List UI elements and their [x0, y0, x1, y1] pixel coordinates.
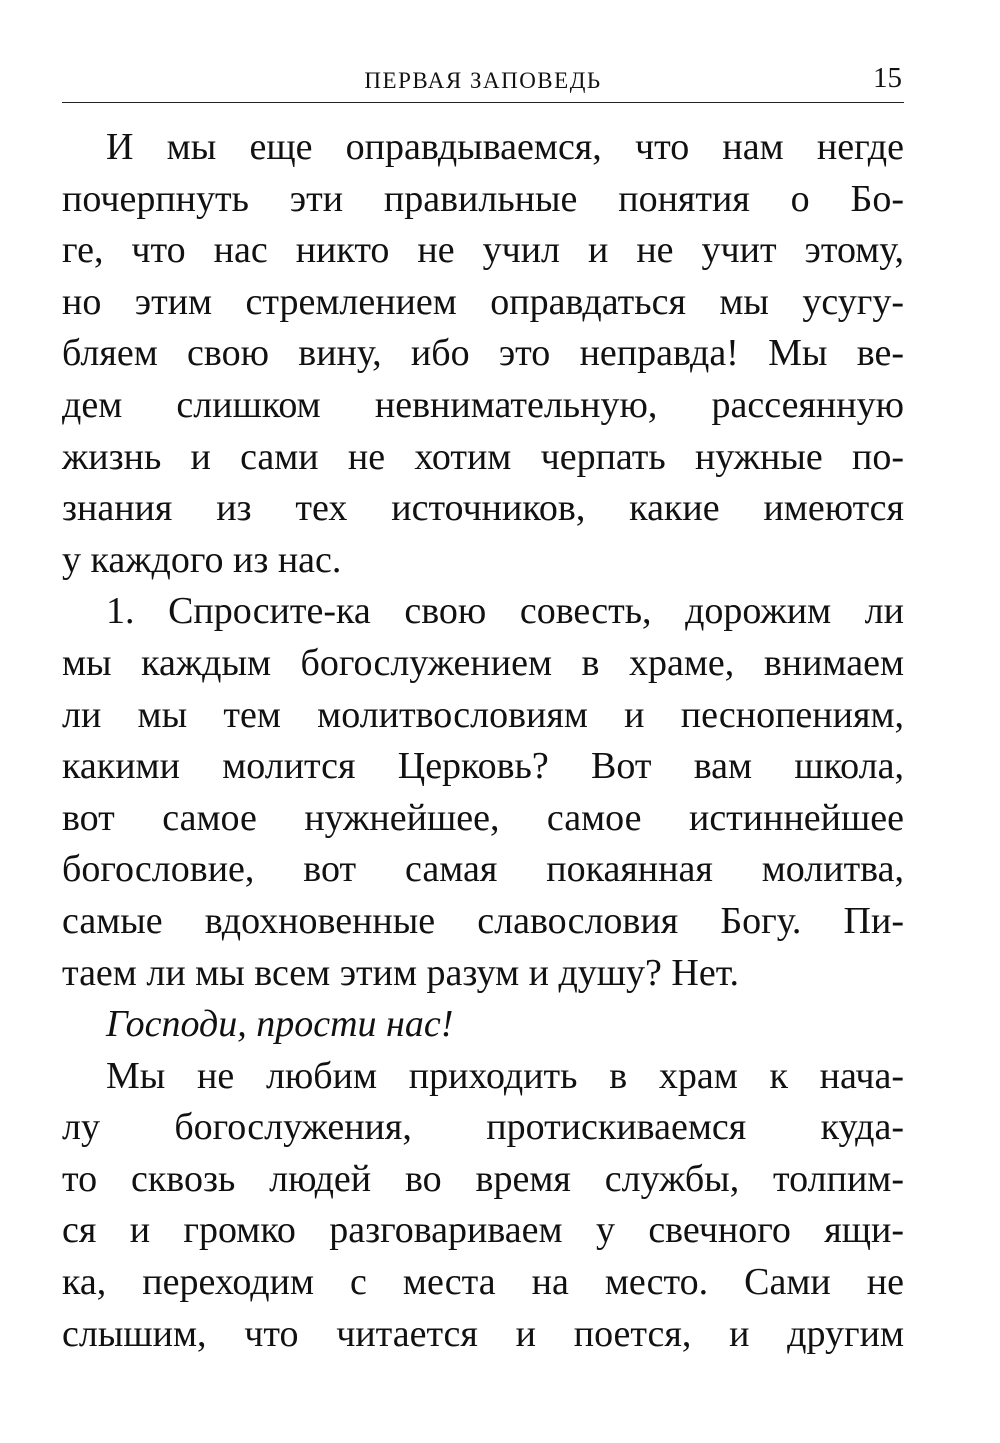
text-line: но этим стремлением оправдаться мы усугу- [62, 280, 904, 323]
chapter-title: ПЕРВАЯ ЗАПОВЕДЬ [364, 68, 602, 93]
text-line: лу богослужения, протискиваемся куда- [62, 1106, 904, 1149]
text-line: знания из тех источников, какие имеются [62, 487, 904, 530]
body-text [62, 122, 904, 1360]
text-line: у каждого из нас. [62, 538, 342, 581]
text-line: Мы не любим приходить в храм к нача- [106, 1054, 904, 1097]
text-line: вот самое нужнейшее, самое истиннейшее [62, 796, 904, 839]
text-line: 1. Спросите-ка свою совесть, дорожим ли [106, 590, 904, 633]
text-line: ка, переходим с места на место. Сами не [62, 1261, 904, 1304]
text-line: ге, что нас никто не учил и не учит этому, [62, 229, 904, 272]
text-line: ли мы тем молитвословиям и песнопениям, [62, 693, 904, 736]
text-line: ся и громко разговариваем у свечного ящи- [62, 1209, 904, 1252]
text-line: самые вдохновенные славословия Богу. Пи- [62, 899, 904, 942]
running-head [62, 58, 904, 103]
text-line: богословие, вот самая покаянная молитва, [62, 848, 904, 891]
text-line: бляем свою вину, ибо это неправда! Мы ве- [62, 332, 904, 375]
text-line: И мы еще оправдываемся, что нам негде [106, 126, 904, 168]
italic-exclamation: Господи, прости нас! [106, 1003, 454, 1046]
text-line: таем ли мы всем этим разум и душу? Нет. [62, 951, 739, 994]
text-line: мы каждым богослужением в храме, внимаем [62, 641, 904, 684]
text-line: то сквозь людей во время службы, толпим- [62, 1157, 904, 1200]
page-number: 15 [873, 62, 902, 94]
text-line: какими молится Церковь? Вот вам школа, [62, 745, 904, 788]
text-line: дем слишком невнимательную, рассеянную [62, 383, 904, 426]
text-line: жизнь и сами не хотим черпать нужные по- [62, 435, 904, 478]
text-line: почерпнуть эти правильные понятия о Бо- [62, 177, 904, 220]
text-line: слышим, что читается и поется, и другим [62, 1312, 904, 1355]
